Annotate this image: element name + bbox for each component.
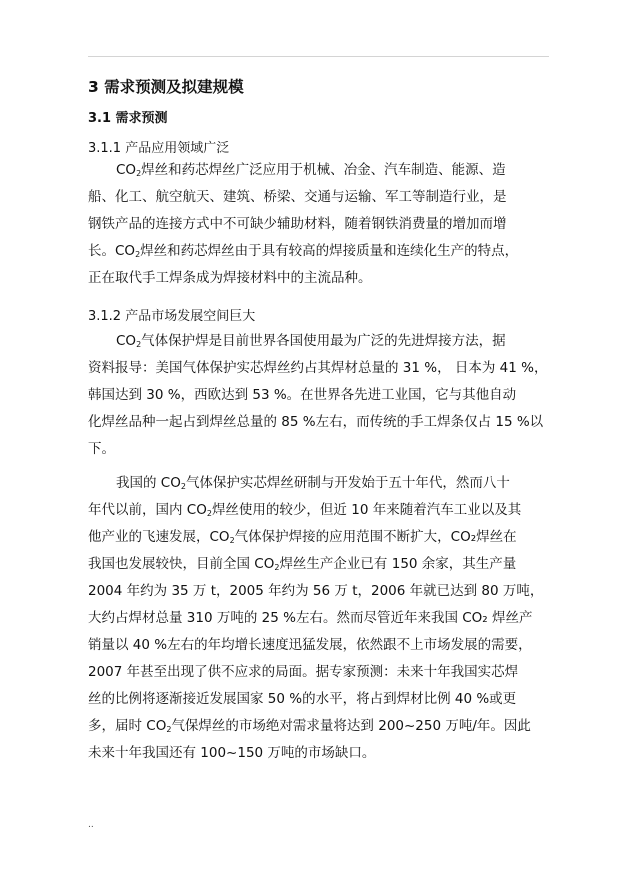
text-line [88, 409, 558, 436]
line-text: 焊丝和药芯焊丝由于具有较高的焊接质量和连续化生产的特点， [140, 243, 519, 259]
text-line [88, 184, 558, 211]
text-line [88, 211, 558, 238]
text-line [88, 659, 558, 686]
line-text: CO [116, 162, 137, 178]
text-line [88, 436, 558, 463]
line-text: 未来十年我国还有 100~150 万吨的市场缺口。 [88, 745, 376, 761]
line-text: 焊丝使用的较少，但近 10 年来随着汽车工业以及其 [211, 502, 522, 518]
text-line [88, 551, 558, 578]
line-text: 2007 年甚至出现了供不应求的局面。据专家预测：未来十年我国实芯焊 [88, 664, 519, 680]
line-text: 化焊丝品种一起占到焊丝总量的 85 %左右，而传统的手工焊条仅占 15 %以 [88, 414, 544, 430]
line-text: 钢铁产品的连接方式中不可缺少辅助材料，随着钢铁消费量的增加而增 [88, 216, 507, 232]
line-text: 多，届时 CO [88, 718, 167, 734]
line-text: 2004 年约为 35 万 t，2005 年约为 56 万 t，2006 年就已达到 80 万吨， [88, 583, 544, 599]
line-text: 我国的 CO [116, 475, 181, 491]
paragraph-application [88, 157, 558, 292]
subscript: 2 [166, 725, 172, 734]
subscript: 2 [135, 250, 141, 259]
line-text: 资料报导：美国气体保护实芯焊丝约占其焊材总量的 31 %， 日本为 41 %， [88, 360, 548, 376]
subsubsection-heading-1: 3.1.1 产品应用领域广泛 [88, 141, 230, 156]
line-text: 年代以前，国内 CO [88, 502, 207, 518]
text-line [88, 265, 558, 292]
line-text: 焊丝生产企业已有 150 余家，其生产量 [279, 556, 517, 572]
line-text: 韩国达到 30 %，西欧达到 53 %。在世界各先进工业国，它与其他自动 [88, 387, 517, 403]
subscript: 2 [229, 536, 235, 545]
line-text: 销量以 40 %左右的年均增长速度迅猛发展，依然跟不上市场发展的需要， [88, 637, 532, 653]
line-text: 焊丝和药芯焊丝广泛应用于机械、冶金、汽车制造、能源、造 [141, 162, 506, 178]
line-text: 下。 [88, 441, 115, 457]
text-line [88, 713, 558, 740]
line-text: 他产业的飞速发展，CO [88, 529, 230, 545]
subscript: 2 [206, 509, 212, 518]
subscript: 2 [180, 482, 186, 491]
line-text: 正在取代手工焊条成为焊接材料中的主流品种。 [88, 270, 372, 286]
line-text: 我国也发展较快，目前全国 CO [88, 556, 275, 572]
line-text: CO [116, 333, 137, 349]
text-line [88, 382, 558, 409]
subscript: 2 [274, 563, 280, 572]
subsubsection-heading-2: 3.1.2 产品市场发展空间巨大 [88, 309, 256, 324]
line-text: 气体保护实芯焊丝研制与开发始于五十年代，然而八十 [185, 475, 510, 491]
text-line [88, 740, 558, 767]
text-line [88, 632, 558, 659]
section-heading: 3 需求预测及拟建规模 [88, 78, 244, 96]
text-line [88, 524, 558, 551]
page-footer: .. [88, 820, 94, 830]
text-line [88, 355, 558, 382]
text-line [88, 497, 558, 524]
text-line [88, 470, 558, 497]
subsection-heading: 3.1 需求预测 [88, 111, 168, 126]
line-text: 气体保护焊接的应用范围不断扩大，CO₂焊丝在 [234, 529, 517, 545]
line-text: 长。CO [88, 243, 136, 259]
paragraph-china-market [88, 470, 558, 767]
text-line [88, 157, 558, 184]
text-line [88, 328, 558, 355]
subscript: 2 [136, 169, 142, 178]
text-line [88, 238, 558, 265]
text-line [88, 605, 558, 632]
line-text: 丝的比例将逐渐接近发展国家 50 %的水平，将占到焊材比例 40 %或更 [88, 691, 517, 707]
text-line [88, 578, 558, 605]
line-text: 大约占焊材总量 310 万吨的 25 %左右。然而尽管近年来我国 CO₂ 焊丝产 [88, 610, 533, 626]
line-text: 气保焊丝的市场绝对需求量将达到 200~250 万吨/年。因此 [171, 718, 531, 734]
line-text: 船、化工、航空航天、建筑、桥梁、交通与运输、军工等制造行业，是 [88, 189, 507, 205]
paragraph-world-usage [88, 328, 558, 463]
text-line [88, 686, 558, 713]
subscript: 2 [136, 340, 142, 349]
line-text: 气体保护焊是目前世界各国使用最为广泛的先进焊接方法，据 [141, 333, 506, 349]
header-rule [88, 56, 549, 57]
